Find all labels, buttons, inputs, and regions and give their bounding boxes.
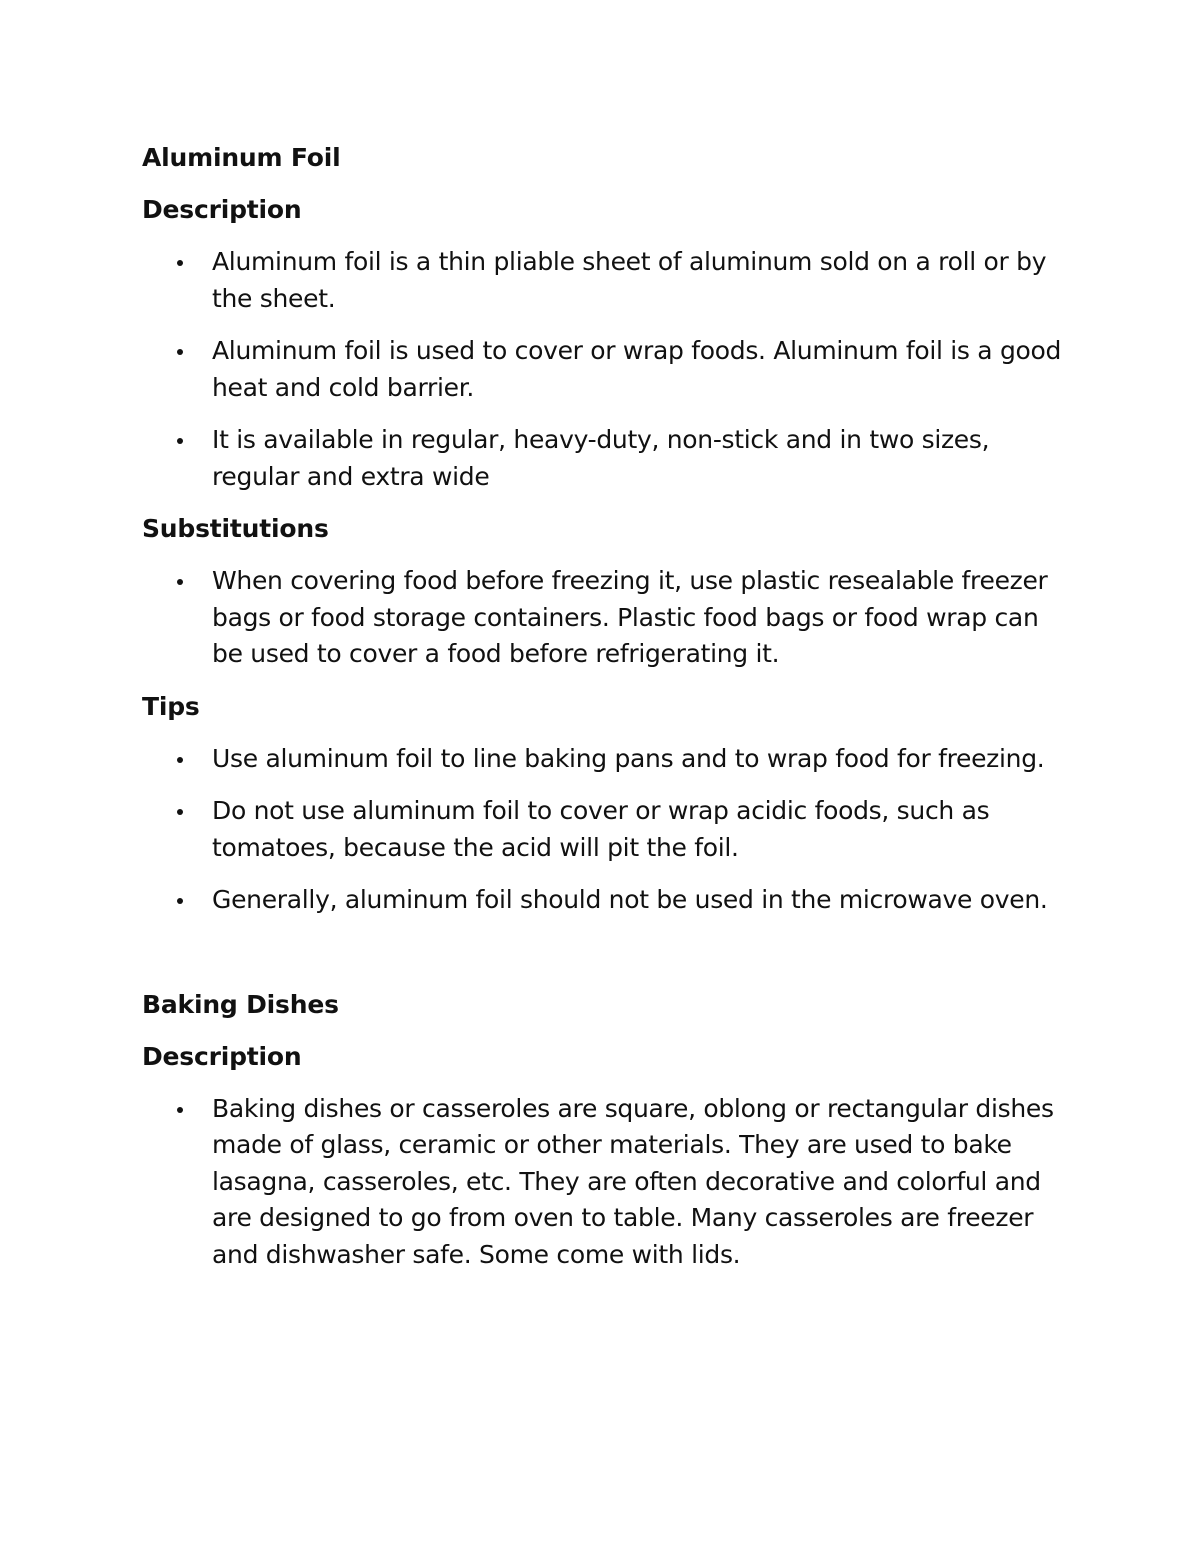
list-item: Aluminum foil is a thin pliable sheet of aluminum sold on a roll or by the sheet.	[142, 244, 1072, 317]
list-item: Aluminum foil is used to cover or wrap foods. Aluminum foil is a good heat and cold barrier.	[142, 333, 1072, 406]
section-aluminum-foil	[142, 140, 1072, 919]
tips-list	[142, 741, 1072, 919]
list-item: Generally, aluminum foil should not be used in the microwave oven.	[142, 882, 1072, 919]
section-title: Baking Dishes	[142, 989, 339, 1019]
section-spacer	[142, 919, 1072, 987]
document-page	[142, 140, 1072, 1273]
section-baking-dishes	[142, 987, 1072, 1274]
substitutions-heading: Substitutions	[142, 514, 329, 543]
description-list	[142, 1091, 1072, 1274]
tips-heading: Tips	[142, 691, 200, 721]
list-item: When covering food before freezing it, use plastic resealable freezer bags or food storage containers. Plastic food bags or food wrap can be used to cover a food before refrigerating it.	[142, 563, 1072, 673]
description-list	[142, 244, 1072, 495]
list-item: It is available in regular, heavy-duty, non-stick and in two sizes, regular and extra wide	[142, 422, 1072, 495]
list-item: Do not use aluminum foil to cover or wrap acidic foods, such as tomatoes, because the acid will pit the foil.	[142, 793, 1072, 866]
substitutions-list	[142, 563, 1072, 673]
section-title: Aluminum Foil	[142, 143, 341, 172]
description-heading: Description	[142, 1041, 302, 1071]
list-item: Use aluminum foil to line baking pans and to wrap food for freezing.	[142, 741, 1072, 778]
list-item: Baking dishes or casseroles are square, oblong or rectangular dishes made of glass, ceramic or other materials. They are used to bake lasagna, casseroles, etc. They are often decorative and colorful and are designed to go from oven to table. Many casseroles are freezer and dishwasher safe. Some come with lids.	[142, 1091, 1072, 1274]
description-heading: Description	[142, 195, 302, 224]
